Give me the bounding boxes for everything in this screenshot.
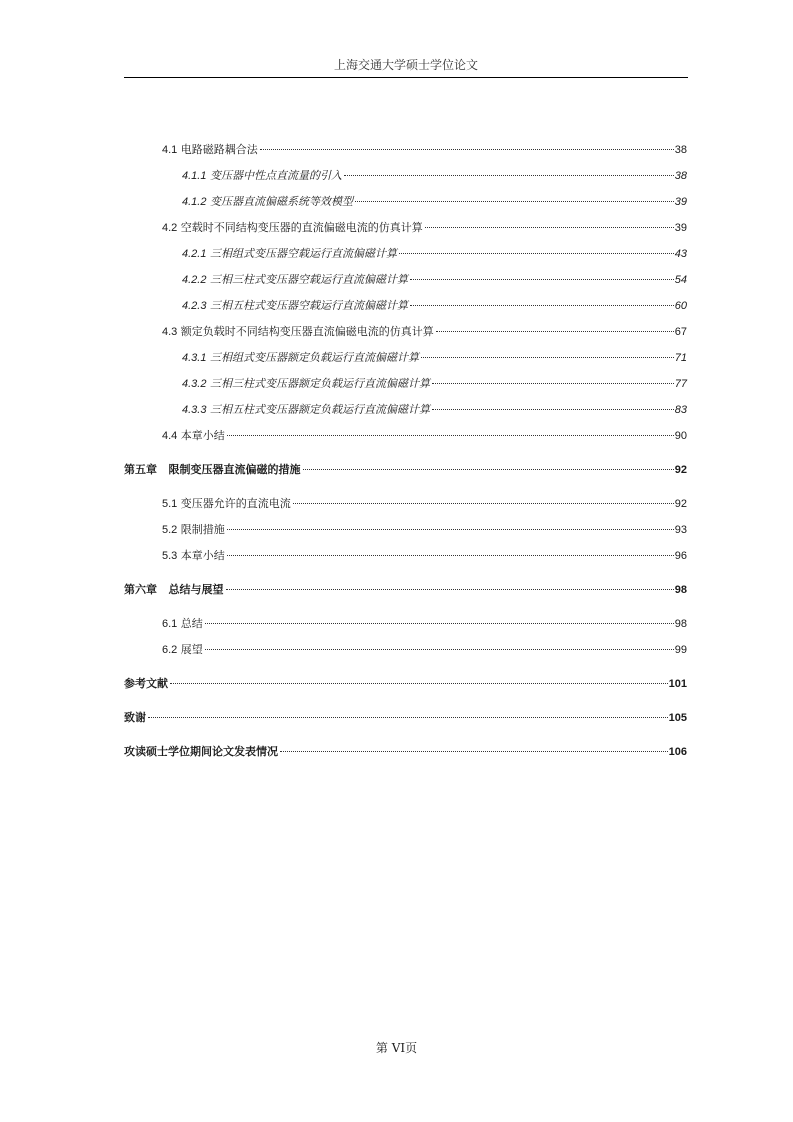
toc-leader-dots	[260, 139, 674, 153]
toc-chapter[interactable]	[124, 673, 687, 691]
toc-chapter[interactable]	[124, 579, 687, 597]
toc-entry-page: 77	[674, 378, 687, 390]
toc-entry-label: 4.4 本章小结	[162, 429, 225, 442]
toc-entry[interactable]	[162, 639, 687, 657]
toc-entry[interactable]	[162, 613, 687, 631]
toc-entry-label: 4.1.1 变压器中性点直流量的引入	[182, 169, 342, 182]
toc-leader-dots	[421, 347, 674, 361]
toc-entry-label: 5.2 限制措施	[162, 523, 225, 536]
toc-leader-dots	[227, 425, 674, 439]
toc-entry-page: 83	[674, 404, 687, 416]
toc-leader-dots	[432, 373, 674, 387]
toc-entry-page: 99	[674, 644, 687, 656]
toc-leader-dots	[227, 545, 674, 559]
toc-leader-dots	[205, 613, 674, 627]
toc-leader-dots	[205, 639, 674, 653]
toc-entry-label: 4.1.2 变压器直流偏磁系统等效模型	[182, 195, 353, 208]
running-header: 上海交通大学硕士学位论文	[333, 58, 478, 72]
toc-chapter-page: 92	[674, 464, 687, 476]
toc-chapter[interactable]	[124, 459, 687, 477]
toc-entry-page: 60	[674, 300, 687, 312]
toc-entry-page: 71	[674, 352, 687, 364]
toc-entry[interactable]	[182, 373, 687, 391]
toc-leader-dots	[293, 493, 674, 507]
toc-chapter-label: 参考文献	[124, 677, 168, 690]
toc-leader-dots	[410, 295, 674, 309]
toc-chapter-label: 第五章 限制变压器直流偏磁的措施	[124, 463, 301, 476]
toc-leader-dots	[344, 165, 674, 179]
toc-leader-dots	[410, 269, 674, 283]
toc-entry-label: 4.3.3 三相五柱式变压器额定负载运行直流偏磁计算	[182, 403, 430, 416]
toc-leader-dots	[432, 399, 674, 413]
toc-leader-dots	[399, 243, 674, 257]
toc-entry-label: 4.3.2 三相三柱式变压器额定负载运行直流偏磁计算	[182, 377, 430, 390]
toc-chapter-page: 98	[674, 584, 687, 596]
toc-entry-label: 5.1 变压器允许的直流电流	[162, 497, 291, 510]
toc-entry[interactable]	[162, 493, 687, 511]
toc-leader-dots	[148, 707, 668, 721]
toc-leader-dots	[226, 579, 674, 593]
toc-entry-label: 6.2 展望	[162, 643, 203, 656]
toc-leader-dots	[436, 321, 674, 335]
toc-leader-dots	[303, 459, 674, 473]
toc-chapter[interactable]	[124, 741, 687, 759]
toc-entry[interactable]	[182, 399, 687, 417]
toc-entry-page: 93	[674, 524, 687, 536]
toc-entry-label: 6.1 总结	[162, 617, 203, 630]
toc-chapter[interactable]	[124, 707, 687, 725]
toc-entry[interactable]	[162, 545, 687, 563]
toc-entry-label: 4.2 空载时不同结构变压器的直流偏磁电流的仿真计算	[162, 221, 423, 234]
toc-entry[interactable]	[162, 425, 687, 443]
toc-leader-dots	[425, 217, 674, 231]
toc-entry-page: 90	[674, 430, 687, 442]
toc-entry[interactable]	[182, 269, 687, 287]
toc-entry[interactable]	[182, 165, 687, 183]
toc-entry-page: 96	[674, 550, 687, 562]
toc-entry-label: 4.2.2 三相三柱式变压器空载运行直流偏磁计算	[182, 273, 408, 286]
toc-entry-label: 5.3 本章小结	[162, 549, 225, 562]
toc-entry-page: 92	[674, 498, 687, 510]
toc-entry[interactable]	[162, 139, 687, 157]
toc-entry[interactable]	[182, 295, 687, 313]
toc-entry-page: 54	[674, 274, 687, 286]
toc-leader-dots	[280, 741, 668, 755]
toc-chapter-page: 101	[668, 678, 687, 690]
page-number: 第 VI页	[375, 1041, 418, 1055]
toc-entry[interactable]	[162, 217, 687, 235]
toc-entry-label: 4.3.1 三相组式变压器额定负载运行直流偏磁计算	[182, 351, 419, 364]
toc-entry-page: 38	[674, 170, 687, 182]
toc-chapter-label: 攻读硕士学位期间论文发表情况	[124, 745, 278, 758]
toc-entry[interactable]	[182, 191, 687, 209]
toc-entry-page: 43	[674, 248, 687, 260]
toc-entry-label: 4.2.1 三相组式变压器空载运行直流偏磁计算	[182, 247, 397, 260]
toc-chapter-label: 第六章 总结与展望	[124, 583, 224, 596]
toc-entry-page: 38	[674, 144, 687, 156]
toc-entry-label: 4.1 电路磁路耦合法	[162, 143, 258, 156]
toc-entry[interactable]	[162, 321, 687, 339]
toc-chapter-page: 105	[668, 712, 687, 724]
toc-entry[interactable]	[182, 243, 687, 261]
toc-entry-label: 4.2.3 三相五柱式变压器空载运行直流偏磁计算	[182, 299, 408, 312]
toc-leader-dots	[170, 673, 668, 687]
toc-chapter-label: 致谢	[124, 711, 146, 724]
toc-leader-dots	[227, 519, 674, 533]
toc-entry[interactable]	[182, 347, 687, 365]
toc-entry[interactable]	[162, 519, 687, 537]
toc-chapter-page: 106	[668, 746, 687, 758]
toc-leader-dots	[355, 191, 674, 205]
toc-entry-page: 39	[674, 222, 687, 234]
header-rule	[124, 77, 688, 78]
toc-entry-page: 98	[674, 618, 687, 630]
toc-entry-page: 67	[674, 326, 687, 338]
toc-entry-page: 39	[674, 196, 687, 208]
toc-entry-label: 4.3 额定负载时不同结构变压器直流偏磁电流的仿真计算	[162, 325, 434, 338]
